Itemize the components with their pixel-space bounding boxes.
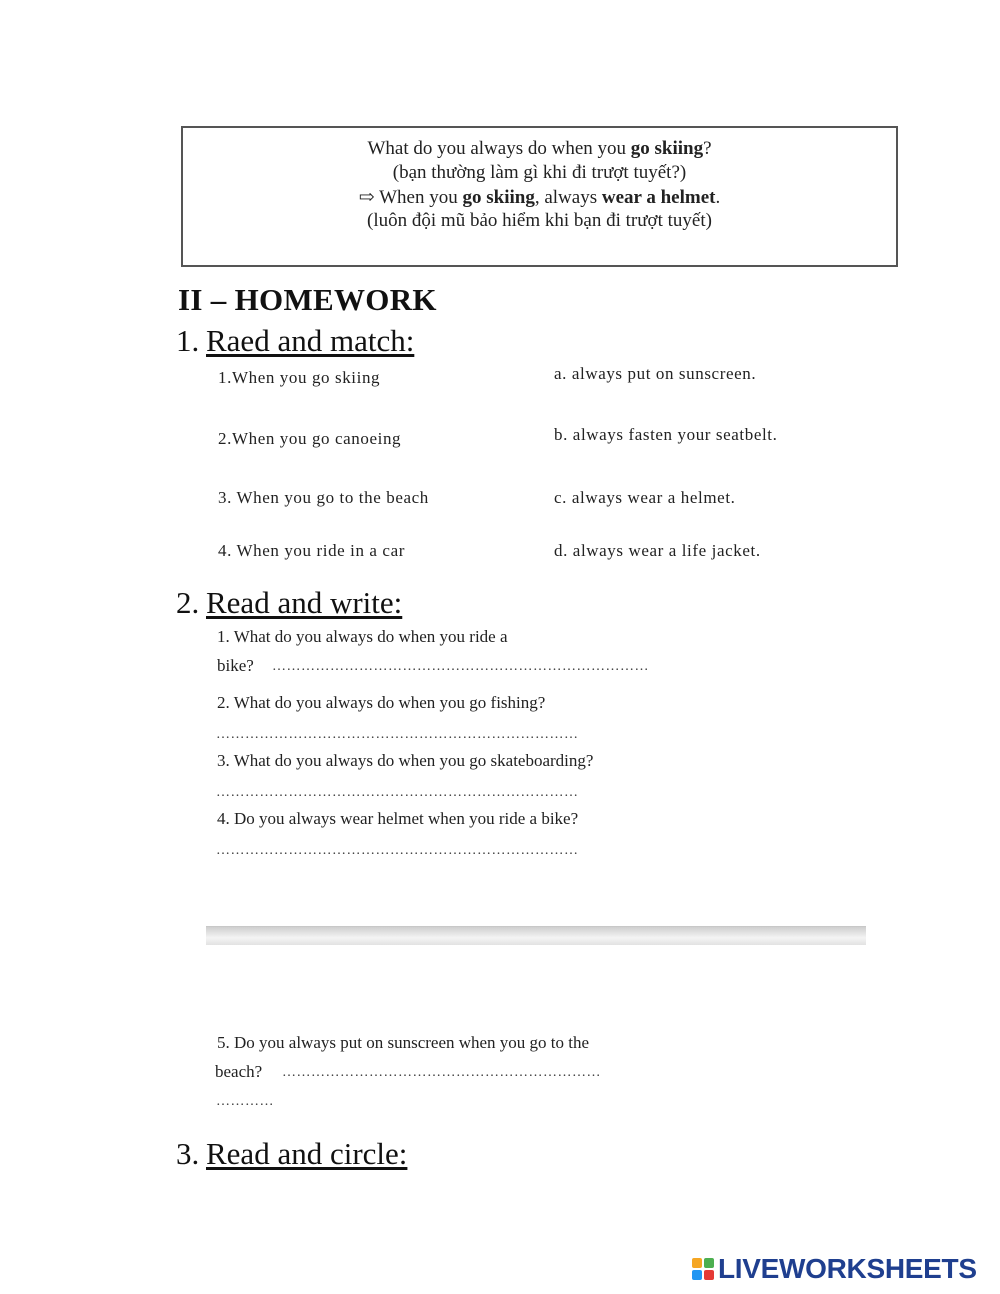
answer-3-blank[interactable]: ………………………………………………………………… — [216, 785, 579, 800]
example-box — [181, 126, 898, 267]
match-left-item[interactable]: 3. When you go to the beach — [218, 488, 429, 507]
task3-title: Read and circle: — [206, 1136, 408, 1171]
answer-2-blank[interactable]: ………………………………………………………………… — [216, 727, 579, 742]
logo-text: LIVEWORKSHEETS — [718, 1253, 977, 1284]
task1-title: Raed and match: — [206, 323, 415, 358]
answer-4-blank[interactable]: ………………………………………………………………… — [216, 843, 579, 858]
task2-number: 2. — [176, 585, 200, 620]
answer-5-blank[interactable]: ………………………………………………………… — [282, 1065, 601, 1080]
section-title: II – HOMEWORK — [178, 282, 437, 317]
arrow-icon: ⇨ — [358, 187, 375, 208]
question-3: 3. What do you always do when you go skateboarding? — [217, 751, 594, 770]
example-question-translation: (bạn thường làm gì khi đi trượt tuyết?) — [392, 162, 687, 183]
match-left-item[interactable]: 1.When you go skiing — [218, 368, 381, 387]
question-1-line2: bike? — [217, 656, 254, 675]
match-right-item[interactable]: a. always put on sunscreen. — [554, 364, 757, 383]
match-right-item[interactable]: c. always wear a helmet. — [554, 488, 736, 507]
example-answer: ⇨ When you go skiing, always wear a helmet. — [358, 187, 721, 208]
answer-5-blank-continued[interactable]: ………… — [216, 1094, 274, 1109]
task2-title: Read and write: — [206, 585, 403, 620]
logo-mark-icon — [692, 1258, 714, 1280]
question-5-line1: 5. Do you always put on sunscreen when you go to the — [217, 1033, 590, 1052]
match-right-item[interactable]: d. always wear a life jacket. — [554, 541, 761, 560]
match-left-item[interactable]: 4. When you ride in a car — [218, 541, 405, 560]
question-4: 4. Do you always wear helmet when you ride a bike? — [217, 809, 579, 828]
example-answer-translation: (luôn đội mũ bảo hiểm khi bạn đi trượt tuyết) — [367, 210, 712, 231]
match-left-item[interactable]: 2.When you go canoeing — [218, 429, 402, 448]
question-2: 2. What do you always do when you go fishing? — [217, 693, 546, 712]
question-5-line2: beach? — [215, 1062, 263, 1081]
example-question: What do you always do when you go skiing? — [367, 138, 712, 159]
task1-number: 1. — [176, 323, 200, 358]
answer-1-blank[interactable]: …………………………………………………………………… — [272, 659, 649, 674]
match-right-item[interactable]: b. always fasten your seatbelt. — [554, 425, 778, 444]
liveworksheets-logo[interactable] — [692, 1253, 977, 1285]
question-1-line1: 1. What do you always do when you ride a — [217, 627, 508, 646]
task3-number: 3. — [176, 1136, 200, 1171]
page-divider — [206, 926, 866, 945]
